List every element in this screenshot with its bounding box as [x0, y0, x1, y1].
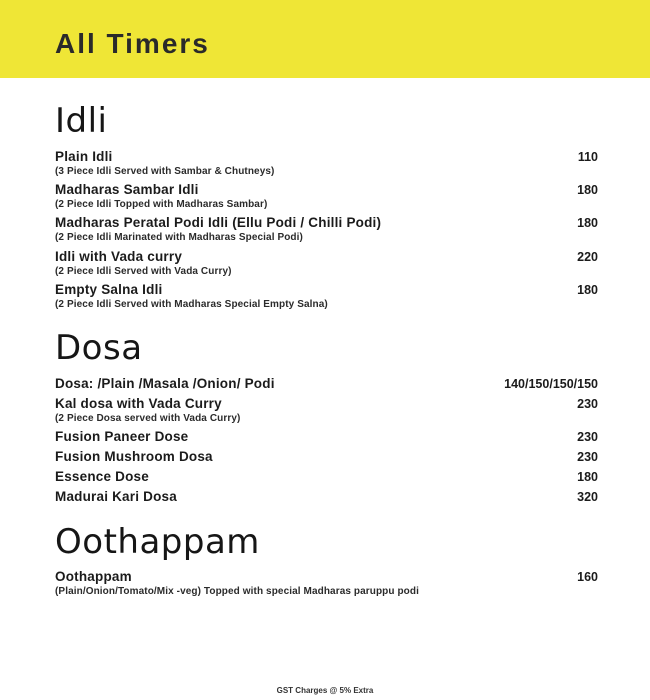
- item-name: Kal dosa with Vada Curry: [55, 395, 222, 411]
- menu-item: [55, 450, 598, 465]
- item-name: Madharas Sambar Idli: [55, 182, 199, 198]
- menu-section-oothappam: [55, 521, 598, 599]
- item-price: 230: [577, 396, 598, 411]
- item-name: Plain Idli: [55, 148, 113, 164]
- menu-item: [55, 216, 598, 244]
- item-description: (2 Piece Idli Marinated with Madharas Special Podi): [55, 232, 303, 244]
- item-name: Fusion Mushroom Dosa: [55, 449, 213, 465]
- item-price: 230: [577, 450, 598, 465]
- item-description: (2 Piece Idli Served with Vada Curry): [55, 265, 232, 277]
- menu-item: [55, 150, 598, 178]
- item-row: [55, 570, 598, 585]
- menu-item: [55, 377, 598, 392]
- item-row: [55, 283, 598, 298]
- section-items: [55, 377, 598, 505]
- menu-item: [55, 250, 598, 278]
- section-heading: Dosa: [55, 328, 143, 369]
- menu-item: [55, 397, 598, 425]
- item-description: (2 Piece Idli Topped with Madharas Sambar): [55, 198, 268, 210]
- item-row: [55, 490, 598, 505]
- item-row: [55, 450, 598, 465]
- item-name: Madharas Peratal Podi Idli (Ellu Podi / Chilli Podi): [55, 215, 382, 231]
- item-price: 180: [577, 216, 598, 231]
- item-price: 230: [577, 430, 598, 445]
- item-price: 220: [577, 249, 598, 264]
- menu-footer: [0, 686, 650, 695]
- menu-section-dosa: [55, 328, 598, 504]
- item-row: [55, 397, 598, 412]
- item-price: 180: [577, 283, 598, 298]
- menu-item: [55, 490, 598, 505]
- item-row: [55, 216, 598, 231]
- item-name: Empty Salna Idli: [55, 282, 163, 298]
- item-row: [55, 250, 598, 265]
- item-price: 180: [577, 183, 598, 198]
- item-description: (2 Piece Dosa served with Vada Curry): [55, 412, 241, 424]
- item-price: 320: [577, 489, 598, 504]
- menu-item: [55, 430, 598, 445]
- menu-section-idli: [55, 101, 598, 311]
- menu-banner: [0, 0, 650, 78]
- item-description: (2 Piece Idli Served with Madharas Special Empty Salna): [55, 298, 328, 310]
- menu-item: [55, 283, 598, 311]
- item-name: Madurai Kari Dosa: [55, 488, 177, 504]
- menu-item: [55, 183, 598, 211]
- item-row: [55, 470, 598, 485]
- item-price: 110: [577, 149, 598, 164]
- item-name: Dosa: /Plain /Masala /Onion/ Podi: [55, 376, 275, 392]
- section-items: [55, 150, 598, 312]
- item-price: 140/150/150/150: [504, 377, 598, 392]
- item-row: [55, 150, 598, 165]
- item-name: Essence Dose: [55, 468, 149, 484]
- item-price: 180: [577, 469, 598, 484]
- page-title: All Timers: [55, 28, 210, 59]
- section-items: [55, 570, 598, 598]
- section-heading: Idli: [55, 101, 108, 141]
- item-name: Idli with Vada curry: [55, 248, 183, 264]
- section-heading: Oothappam: [55, 521, 260, 562]
- menu-content: [0, 78, 650, 599]
- menu-item: [55, 470, 598, 485]
- item-description: (Plain/Onion/Tomato/Mix -veg) Topped with special Madharas paruppu podi: [55, 586, 419, 598]
- item-name: Oothappam: [55, 569, 132, 585]
- item-row: [55, 430, 598, 445]
- item-price: 160: [577, 570, 598, 585]
- item-row: [55, 183, 598, 198]
- menu-item: [55, 570, 598, 598]
- item-description: (3 Piece Idli Served with Sambar & Chutneys): [55, 165, 275, 177]
- gst-note: GST Charges @ 5% Extra: [276, 686, 374, 695]
- item-name: Fusion Paneer Dose: [55, 429, 189, 445]
- item-row: [55, 377, 598, 392]
